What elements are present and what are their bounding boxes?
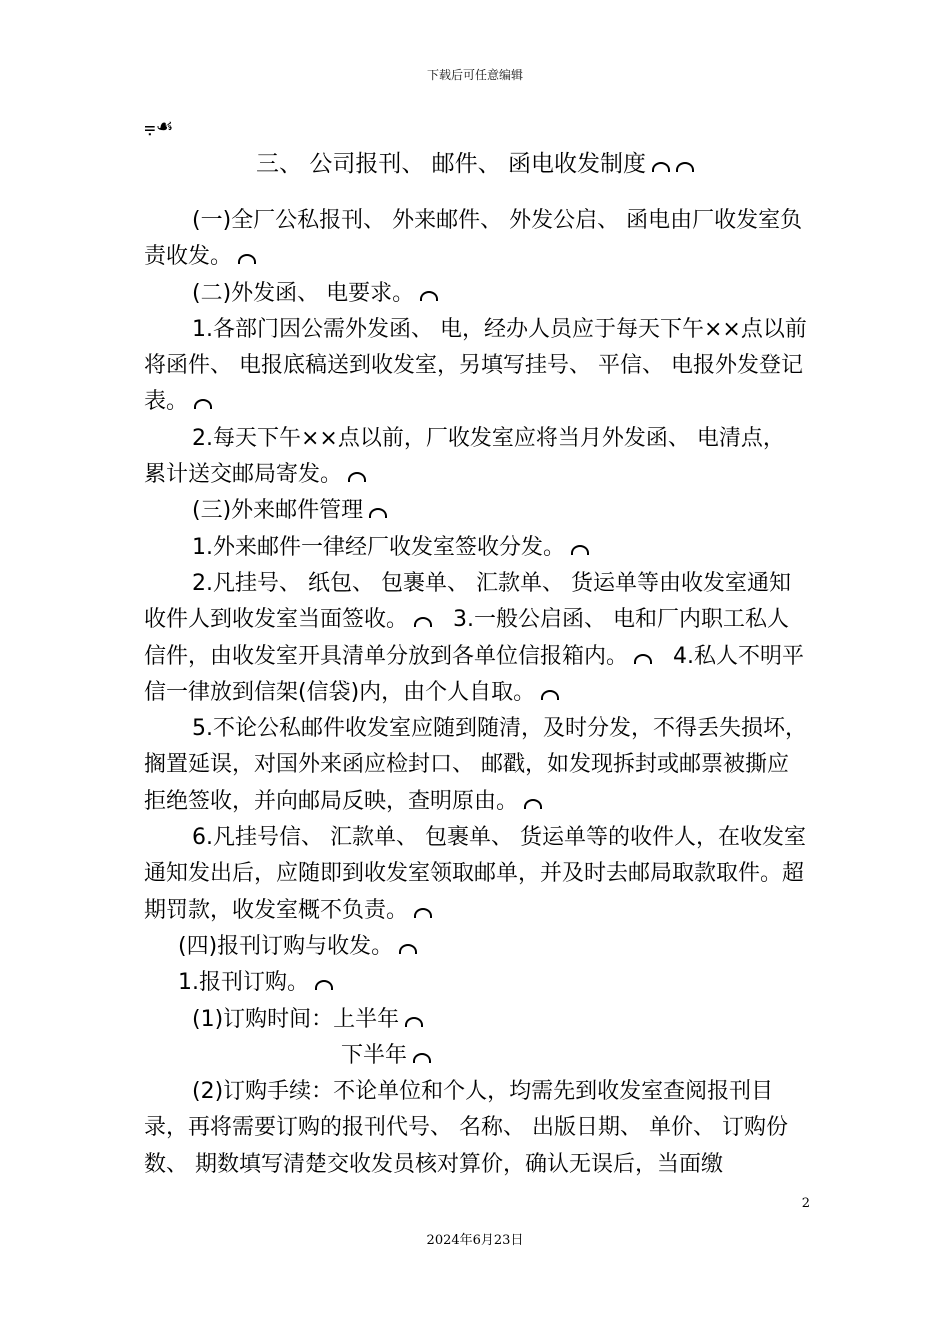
page-header: 下载后可任意编辑: [426, 68, 523, 82]
paragraph: (2)订购手续：不论单位和个人，均需先到收发室查阅报刊目录，再将需要订购的报刊代号、 名称、 出版日期、 单价、 订购份数、 期数填写清楚交收发员核对算价，确认无误后，当面缴: [144, 1079, 788, 1177]
paragraph: (四)报刊订购与收发。: [144, 929, 810, 965]
paragraph: (三)外来邮件管理: [144, 493, 810, 529]
paragraph: (1)订购时间：上半年: [144, 1002, 810, 1038]
paragraph-mark-icon: [315, 980, 333, 990]
paragraph: 2.凡挂号、 纸包、 包裹单、 汇款单、 货运单等由收发室通知收件人到收发室当面签收。 3.一般公启函、 电和厂内职工私人信件，由收发室开具清单分放到各单位信报箱内。 4.私人不明平信一律放到信架(信袋)内，由个人自取。: [144, 570, 804, 705]
paragraph-mark-icon: [238, 254, 256, 264]
paragraph-mark-icon: [524, 799, 542, 809]
paragraph-mark-icon: [541, 690, 559, 700]
paragraph-mark-icon: [413, 1053, 431, 1063]
paragraph-mark-icon: [369, 508, 387, 518]
paragraph: (二)外发函、 电要求。: [144, 276, 810, 312]
paragraph-mark-icon: [348, 472, 366, 482]
paragraph: 1.报刊订购。: [144, 965, 810, 1001]
paragraph: 6.凡挂号信、 汇款单、 包裹单、 货运单等的收件人，在收发室通知发出后，应随即到收发室领取邮单，并及时去邮局取款取件。超期罚款，收发室概不负责。: [144, 825, 806, 923]
paragraph-mark-icon: [405, 1017, 423, 1027]
paragraph-mark-icon: [634, 654, 652, 664]
paragraph-mark-icon: [571, 545, 589, 555]
paragraph: 5.不论公私邮件收发室应随到随清，及时分发，不得丢失损坏，搁置延误，对国外来函应检封口、 邮戳，如发现拆封或邮票被撕应拒绝签收，并向邮局反映，查明原由。: [144, 716, 807, 814]
paragraph: 2.每天下午××点以前，厂收发室应将当月外发函、 电清点， 累计送交邮局寄发。: [144, 425, 785, 488]
paragraph-mark-icon: [399, 944, 417, 954]
section-title: 三、 公司报刊、 邮件、 函电收发制度: [0, 148, 950, 180]
paragraph: 1.各部门因公需外发函、 电，经办人员应于每天下午××点以前将函件、 电报底稿送到收发室，另填写挂号、 平信、 电报外发登记表。: [144, 316, 807, 415]
paragraph-mark-icon: [420, 291, 438, 301]
page-footer-date: 2024年6月23日: [426, 1233, 524, 1248]
paragraph: (一)全厂公私报刊、 外来邮件、 外发公启、 函电由厂收发室负责收发。: [144, 208, 803, 270]
decorative-logo-icon: ⩦☙: [144, 114, 174, 138]
page-number: 2: [801, 1196, 810, 1211]
paragraph-mark-icon: [652, 162, 670, 172]
paragraph-mark-icon: [194, 399, 212, 409]
paragraph: 1.外来邮件一律经厂收发室签收分发。: [144, 530, 810, 566]
paragraph-mark-icon: [676, 162, 694, 172]
paragraph-mark-icon: [414, 908, 432, 918]
paragraph-mark-icon: [414, 617, 432, 627]
document-body: [144, 203, 810, 1183]
paragraph: 下半年: [144, 1038, 810, 1074]
